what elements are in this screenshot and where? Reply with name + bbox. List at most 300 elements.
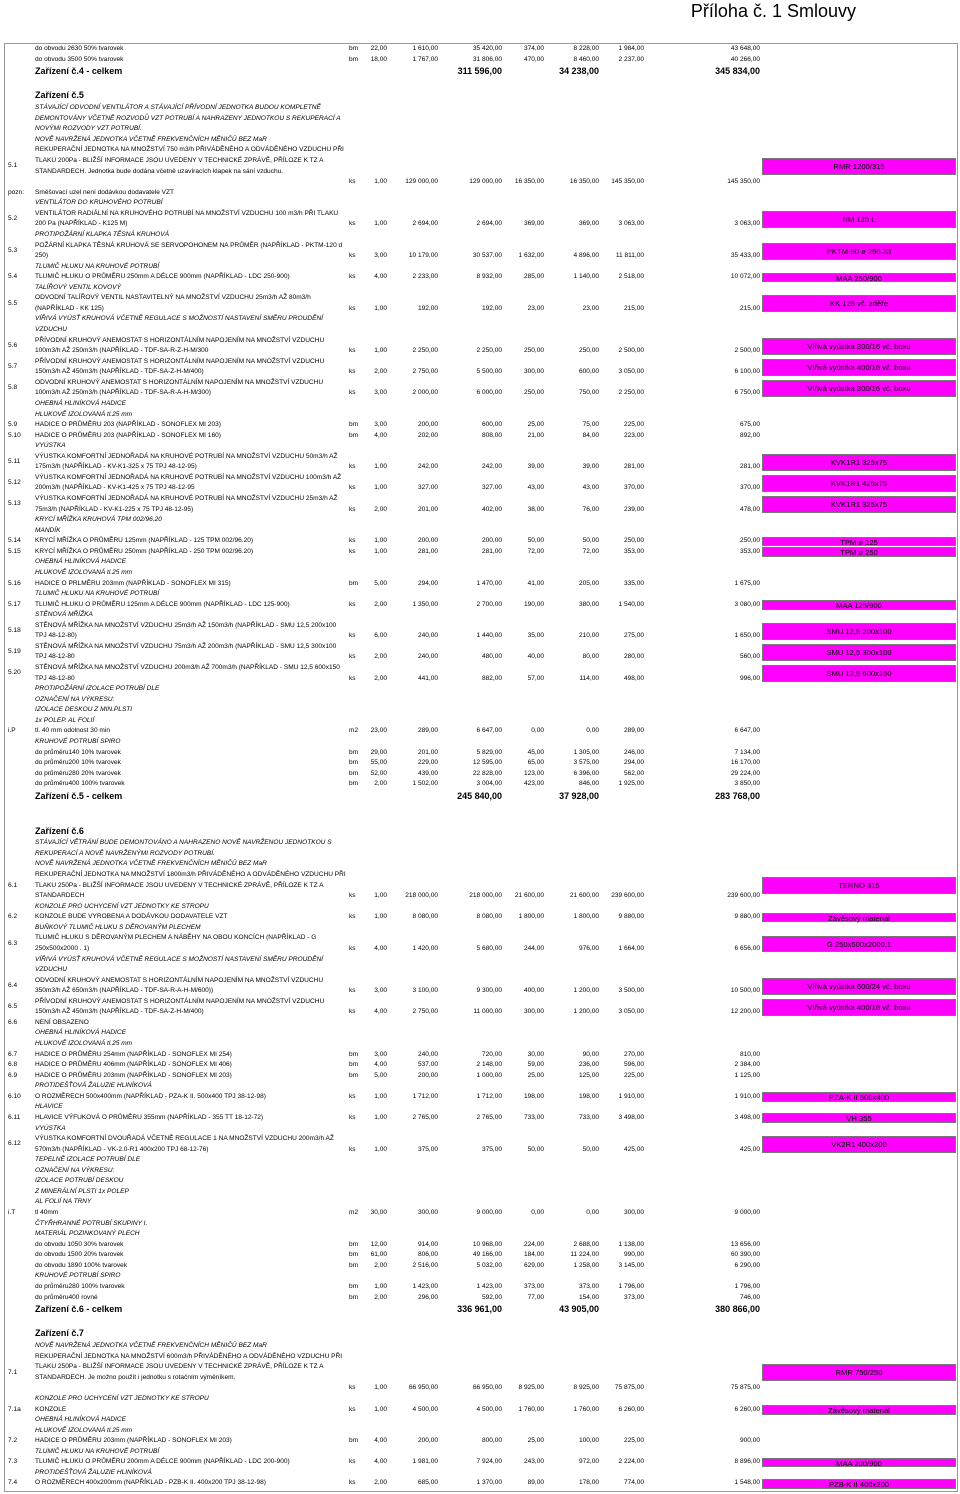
cell-p3: 2 250,00: [618, 389, 644, 397]
cell-p3: 373,00: [623, 1293, 644, 1301]
cell-q: 2,00: [374, 674, 387, 682]
cell-d: TLUMIČ HLUKU NA KRUHOVÉ POTRUBÍ: [35, 262, 160, 270]
cell-tot: 250,00: [739, 537, 760, 545]
cell-t1: 9 300,00: [476, 987, 502, 995]
cell-d: OHEBNÁ HLINÍKOVÁ HADICE: [35, 1416, 126, 1424]
cell-n: 6.9: [8, 1071, 18, 1079]
cell-t1: 12 595,00: [472, 759, 502, 767]
cell-t1: 2 148,00: [476, 1061, 502, 1069]
cell-t1: 192,00: [481, 304, 502, 312]
cell-d: O ROZMĚRECH 500x400mm (NAPŘÍKLAD - PZA-K II. 500x400 TPJ 38-12-98): [35, 1092, 266, 1100]
component-code-tag: VH 355: [762, 1113, 956, 1123]
table-row: [0, 579, 960, 590]
cell-tot: 353,00: [739, 547, 760, 555]
cell-n: 7.4: [8, 1479, 18, 1487]
component-code-tag: KVK1R1 325x75: [762, 454, 956, 471]
cell-q: 55,00: [370, 759, 387, 767]
cell-d: do obvodu 1500 20% tvarovek: [35, 1251, 124, 1259]
cell-p2: 41,00: [527, 579, 544, 587]
table-row-label: [0, 1415, 960, 1426]
cell-t2: 8 460,00: [573, 55, 599, 63]
cell-t2: 750,00: [578, 389, 599, 397]
cell-t1: 1 000,00: [476, 1071, 502, 1079]
cell-q: 3,00: [374, 252, 387, 260]
cell-d: HLAVICE: [35, 1103, 63, 1111]
cell-n: 7.1: [8, 1368, 18, 1376]
cell-t2: 236,00: [578, 1061, 599, 1069]
table-row-label: [0, 1155, 960, 1166]
cell-p2: 45,00: [527, 748, 544, 756]
cell-u: ks: [349, 892, 356, 900]
cell-tot: 8 896,00: [734, 1458, 760, 1466]
cell-p2: 0,00: [531, 1209, 544, 1217]
cell-p1: 229,00: [417, 759, 438, 767]
cell-q: 3,00: [374, 1050, 387, 1058]
table-row-label: [0, 589, 960, 600]
cell-d: NOVĚ NAVRŽENÁ JEDNOTKA VČETNĚ FREKVENČNÍCH MĚNIČŮ BEZ MaR: [35, 860, 267, 868]
cell-u: ks: [349, 653, 356, 661]
cell-p2: 16 350,00: [514, 178, 544, 186]
component-code-tag: TPM ø 125: [762, 537, 956, 547]
cell-tot: 281,00: [739, 463, 760, 471]
cell-p3: 2 224,00: [618, 1458, 644, 1466]
table-row-label: [0, 1229, 960, 1240]
cell-q: 2,00: [374, 1261, 387, 1269]
cell-p3: 281,00: [623, 463, 644, 471]
table-row: [0, 779, 960, 790]
cell-n: 5.7: [8, 362, 18, 370]
cell-t1: 402,00: [481, 505, 502, 513]
cell-t2: 21 600,00: [569, 892, 599, 900]
cell-t2: 198,00: [578, 1092, 599, 1100]
cell-d: Zařízení č.5: [35, 90, 84, 101]
table-row-label: [0, 1166, 960, 1177]
cell-q: 5,00: [374, 1071, 387, 1079]
table-row-label: [0, 1468, 960, 1479]
cell-t2: 100,00: [578, 1437, 599, 1445]
cell-d: Zařízení č.5 - celkem: [35, 790, 123, 801]
cell-p2: 190,00: [523, 600, 544, 608]
table-row: [0, 494, 960, 515]
table-row-label: [0, 1197, 960, 1208]
cell-p1: 200,00: [417, 1437, 438, 1445]
cell-tot: 215,00: [739, 304, 760, 312]
cell-u: ks: [349, 505, 356, 513]
cell-u: ks: [349, 252, 356, 260]
cell-u: ks: [349, 913, 356, 921]
cell-tot: 1 548,00: [734, 1479, 760, 1487]
cell-d: MATERIÁL POZINKOVANÝ PLECH: [35, 1230, 140, 1238]
cell-t1: 49 166,00: [472, 1251, 502, 1259]
cell-tot: 43 648,00: [730, 45, 760, 52]
cell-d: PŘÍVODNÍ KRUHOVÝ ANEMOSTAT S HORIZONTÁLNÍM NAPOJENÍM NA MNOŽSTVÍ VZDUCHU 150m3/h AŽ 450m3/h (NAPŘÍKLAD - TDF-SA-Z-H-M/400): [35, 357, 325, 376]
cell-t2: 34 238,00: [559, 66, 599, 77]
cell-t2: 210,00: [578, 632, 599, 640]
table-row-label: [0, 526, 960, 537]
cell-tot: 478,00: [739, 505, 760, 513]
cell-d: TLUMIČ HLUKU O PRŮMĚRU 125mm A DÉLCE 900mm (NAPŘÍKLAD - LDC 125-900): [35, 600, 290, 608]
cell-d: VENTILÁTOR RADIÁLNÍ NA KRUHOVÉHO POTRUBÍ NA MNOŽSTVÍ VZDUCHU 100 m3/h PŘI TLAKU 200 Pa (NAPŘÍKLAD - K125 M): [35, 209, 339, 228]
cell-d: Zařízení č.4 - celkem: [35, 66, 123, 77]
cell-t2: 90,00: [582, 1050, 599, 1058]
cell-u: bm: [349, 1251, 359, 1259]
cell-n: 6.1: [8, 881, 18, 889]
cell-t2: 369,00: [578, 220, 599, 228]
cell-d: TLUMIČ HLUKU NA KRUHOVÉ POTRUBÍ: [35, 1447, 160, 1455]
cell-p3: 1 910,00: [618, 1092, 644, 1100]
cell-d: do obvodu 1050 30% tvarovek: [35, 1240, 124, 1248]
cell-t1: 336 961,00: [457, 1304, 502, 1315]
cell-p3: 289,00: [623, 727, 644, 735]
cell-p1: 439,00: [417, 769, 438, 777]
cell-q: 1,00: [374, 537, 387, 545]
cell-d: OHEBNÁ HLINÍKOVÁ HADICE: [35, 399, 126, 407]
cell-q: 2,00: [374, 368, 387, 376]
component-code-tag: KVK1R1 425x75: [762, 475, 956, 492]
cell-q: 1,00: [374, 1384, 387, 1392]
cell-u: ks: [349, 347, 356, 355]
table-row: [0, 55, 960, 66]
cell-d: HADICE O PRŮMĚRU 406mm (NAPŘÍKLAD - SONOFLEX MI 406): [35, 1061, 232, 1069]
cell-t1: 327,00: [481, 484, 502, 492]
cell-n: pozn:: [8, 188, 25, 196]
cell-n: 6.5: [8, 1003, 18, 1011]
cell-t1: 22 828,00: [472, 769, 502, 777]
cell-q: 2,00: [374, 653, 387, 661]
cell-d: O ROZMĚRECH 400x200mm (NAPŘÍKLAD - PZB-K II. 400x200 TPJ 38-12-98): [35, 1479, 266, 1487]
cell-q: 1,00: [374, 892, 387, 900]
cell-n: 5.14: [8, 537, 21, 545]
cell-p1: 289,00: [417, 727, 438, 735]
cell-p2: 198,00: [523, 1092, 544, 1100]
table-row-label: [0, 705, 960, 716]
cell-u: ks: [349, 1479, 356, 1487]
component-code-tag: Závěsový materiál: [762, 1405, 956, 1415]
cell-p2: 369,00: [523, 220, 544, 228]
cell-d: do průměru400 100% tvarovek: [35, 780, 125, 788]
cell-tot: 6 100,00: [734, 368, 760, 376]
table-row: [0, 642, 960, 663]
cell-t2: 4 896,00: [573, 252, 599, 260]
cell-d: PŘÍVODNÍ KRUHOVÝ ANEMOSTAT S HORIZONTÁLNÍM NAPOJENÍM NA MNOŽSTVÍ VZDUCHU 150m3/h AŽ 450m3/h (NAPŘÍKLAD - TDF-SA-Z-H-M/400): [35, 997, 325, 1016]
table-row-label: [0, 1219, 960, 1230]
cell-p3: 250,00: [623, 537, 644, 545]
cell-d: do průměru200 10% tvarovek: [35, 759, 121, 767]
component-code-tag: PZB-K II 400x200: [762, 1479, 956, 1489]
cell-n: 5.1: [8, 162, 18, 170]
cell-p3: 596,00: [623, 1061, 644, 1069]
section-heading: [0, 1327, 960, 1341]
cell-u: ks: [349, 304, 356, 312]
cell-q: 1,00: [374, 1405, 387, 1413]
cell-p1: 2 516,00: [412, 1261, 438, 1269]
cell-d: HLAVICE VÝFUKOVÁ O PRŮMĚRU 355mm (NAPŘÍKLAD - 355 TT 18-12-72): [35, 1113, 264, 1121]
cell-p3: 2 518,00: [618, 273, 644, 281]
cell-p1: 240,00: [417, 1050, 438, 1058]
cell-q: 6,00: [374, 632, 387, 640]
component-code-tag: MAA 250/900: [762, 273, 956, 283]
cell-p3: 3 063,00: [618, 220, 644, 228]
cell-tot: 892,00: [739, 431, 760, 439]
cell-tot: 996,00: [739, 674, 760, 682]
table-row: [0, 536, 960, 547]
cell-q: 1,00: [374, 347, 387, 355]
cell-d: HLUKOVĚ IZOLOVANÁ tl.25 mm: [35, 410, 133, 418]
component-code-tag: Vířivá vyústka 600/24 vč. boxu: [762, 978, 956, 995]
cell-t2: 0,00: [586, 1209, 599, 1217]
cell-tot: 810,00: [739, 1050, 760, 1058]
table-row-label: [0, 955, 960, 976]
cell-p2: 57,00: [527, 674, 544, 682]
component-code-tag: MAA 200/900: [762, 1458, 956, 1468]
cell-t1: 800,00: [481, 1437, 502, 1445]
cell-p3: 353,00: [623, 547, 644, 555]
table-row: [0, 145, 960, 187]
cell-t1: 200,00: [481, 537, 502, 545]
component-code-tag: RMR 1200/315: [762, 158, 956, 175]
cell-d: KRUHOVÉ POTRUBÍ SPIRO: [35, 737, 121, 745]
table-row: [0, 1282, 960, 1293]
cell-p2: 21 600,00: [514, 892, 544, 900]
cell-t1: 1 470,00: [476, 579, 502, 587]
cell-p1: 218 000,00: [405, 892, 438, 900]
cell-p2: 25,00: [527, 1437, 544, 1445]
cell-t1: 8 080,00: [476, 913, 502, 921]
cell-d: TALÍŘOVÝ VENTIL KOVOVÝ: [35, 283, 121, 291]
cell-p2: 629,00: [523, 1261, 544, 1269]
table-row-label: [0, 1341, 960, 1352]
cell-p3: 225,00: [623, 421, 644, 429]
cell-p1: 327,00: [417, 484, 438, 492]
cell-d: Směšovací uzel není dodávkou dodavatele VZT: [35, 188, 175, 196]
component-code-tag: TPM ø 250: [762, 547, 956, 557]
cell-d: Zařízení č.6: [35, 825, 84, 836]
cell-p1: 1 350,00: [412, 600, 438, 608]
cell-d: OHEBNÁ HLINÍKOVÁ HADICE: [35, 1029, 126, 1037]
cell-d: Zařízení č.7: [35, 1328, 84, 1339]
cell-q: 2,00: [374, 780, 387, 788]
cell-t1: 592,00: [481, 1293, 502, 1301]
cell-p2: 374,00: [523, 45, 544, 52]
cell-d: IZOLACE DESKOU Z MIN.PLSTI: [35, 706, 133, 714]
cell-u: bm: [349, 1282, 359, 1290]
cell-u: ks: [349, 484, 356, 492]
cell-d: PROTIDEŠŤOVÁ ŽALUZIE HLINÍKOVÁ: [35, 1082, 152, 1090]
cell-tot: 6 260,00: [734, 1405, 760, 1413]
cell-q: 4,00: [374, 431, 387, 439]
cell-p2: 285,00: [523, 273, 544, 281]
table-row-label: [0, 79, 960, 90]
cell-p2: 123,00: [523, 769, 544, 777]
component-code-tag: Vířivá vyústka 300/16 vč. boxu: [762, 338, 956, 355]
cell-p2: 43,00: [527, 484, 544, 492]
cell-p1: 2 694,00: [412, 220, 438, 228]
cell-n: 5.3: [8, 246, 18, 254]
table-row: [0, 1250, 960, 1261]
cell-t1: 31 806,00: [472, 55, 502, 63]
cell-p3: 275,00: [623, 632, 644, 640]
cell-n: 6.3: [8, 939, 18, 947]
cell-d: KONZOLE PRO UCHYCENÍ VZT JEDNOTKY KE STROPU: [35, 1394, 209, 1402]
cell-tot: 283 768,00: [715, 790, 760, 801]
cell-d: TLUMIČ HLUKU S DĚROVANÝM PLECHEM A NÁBĚHY NA OBOU KONCÍCH (NAPŘÍKLAD - G 250x500x2000 . 1): [35, 934, 317, 952]
table-row: [0, 1071, 960, 1082]
table-row-label: [0, 716, 960, 727]
cell-p2: 400,00: [523, 987, 544, 995]
cell-q: 4,00: [374, 1458, 387, 1466]
cell-t2: 43 905,00: [559, 1304, 599, 1315]
cell-p2: 35,00: [527, 632, 544, 640]
cell-t1: 1 370,00: [476, 1479, 502, 1487]
cell-d: STĚNOVÁ MŘÍŽKA NA MNOŽSTVÍ VZDUCHU 75m3/h AŽ 200m3/h (NAPŘÍKLAD - SMU 12,5 300x100 TPJ 48-12-80: [35, 642, 337, 661]
cell-t2: 37 928,00: [559, 790, 599, 801]
cell-t1: 6 000,00: [476, 389, 502, 397]
cell-u: ks: [349, 220, 356, 228]
table-row: [0, 1352, 960, 1394]
cell-n: 6.8: [8, 1061, 18, 1069]
cell-d: NOVĚ NAVRŽENÁ JEDNOTKA VČETNĚ FREKVENČNÍCH MĚNIČŮ BEZ MaR: [35, 135, 267, 143]
cell-d: do průměru400 rovné: [35, 1293, 98, 1301]
cell-d: VÝUSTKA KOMFORTNÍ JEDNOŘADÁ NA KRUHOVÉ POTRUBÍ NA MNOŽSTVÍ VZDUCHU 100m3/h AŽ 200m3/h (NAPŘÍKLAD - KV-K1-425 x 75 TPJ 48-12-95: [35, 473, 342, 492]
table-row: [0, 600, 960, 611]
table-row-label: [0, 902, 960, 913]
table-row: [0, 1060, 960, 1071]
cell-d: STĚNOVÁ MŘÍŽKA NA MNOŽSTVÍ VZDUCHU 200m3/h AŽ 700m3/h (NAPŘÍKLAD - SMU 12,5 600x150 TPJ 48-12-80: [35, 664, 340, 682]
cell-u: bm: [349, 431, 359, 439]
cell-p1: 201,00: [417, 748, 438, 756]
cell-d: do obvodu 1890 100% tvarovek: [35, 1261, 128, 1269]
cell-p3: 2 500,00: [618, 347, 644, 355]
cell-q: 1,00: [374, 913, 387, 921]
cell-p1: 537,00: [417, 1061, 438, 1069]
cell-p2: 1 632,00: [518, 252, 544, 260]
cell-t2: 733,00: [578, 1113, 599, 1121]
cell-p1: 201,00: [417, 505, 438, 513]
table-row-label: [0, 103, 960, 135]
table-row-label: [0, 1394, 960, 1405]
cell-u: bm: [349, 1261, 359, 1269]
cell-tot: 60 390,00: [730, 1251, 760, 1259]
cell-u: bm: [349, 421, 359, 429]
cell-t2: 178,00: [578, 1479, 599, 1487]
cell-t1: 2 250,00: [476, 347, 502, 355]
cell-p2: 300,00: [523, 368, 544, 376]
cell-u: ks: [349, 1092, 356, 1100]
cell-u: m2: [349, 1209, 359, 1217]
cell-t1: 2 694,00: [476, 220, 502, 228]
cell-d: PROTIPOŽÁRNÍ IZOLACE POTRUBÍ DLE: [35, 685, 160, 693]
table-row-label: [0, 441, 960, 452]
cell-u: ks: [349, 1008, 356, 1016]
cell-d: do průměru140 10% tvarovek: [35, 748, 121, 756]
table-row-label: [0, 1426, 960, 1437]
cell-p1: 66 950,00: [408, 1384, 438, 1392]
cell-u: ks: [349, 632, 356, 640]
cell-t1: 35 420,00: [472, 45, 502, 52]
cell-p1: 192,00: [417, 304, 438, 312]
cell-q: 1,00: [374, 484, 387, 492]
cell-p1: 1 423,00: [412, 1282, 438, 1290]
cell-d: TEPELNĚ IZOLACE POTRUBÍ DLE: [35, 1156, 141, 1164]
component-code-tag: Vířivá vyústka 400/16 vč. boxu: [762, 359, 956, 376]
table-row-label: [0, 803, 960, 824]
cell-tot: 145 350,00: [727, 178, 760, 186]
cell-t2: 976,00: [578, 944, 599, 952]
cell-p3: 3 050,00: [618, 368, 644, 376]
cell-p3: 239,00: [623, 505, 644, 513]
cell-n: 6.12: [8, 1140, 21, 1148]
cell-p3: 1 984,00: [618, 45, 644, 52]
cell-n: i.P: [8, 727, 16, 735]
cell-tot: 239 600,00: [727, 892, 760, 900]
cell-n: 5.6: [8, 341, 18, 349]
cell-t2: 250,00: [578, 347, 599, 355]
table-row: [0, 420, 960, 431]
cell-q: 4,00: [374, 1061, 387, 1069]
cell-d: STĚNOVÁ MŘÍŽKA: [35, 611, 93, 619]
cell-q: 5,00: [374, 579, 387, 587]
cell-d: Zařízení č.6 - celkem: [35, 1304, 123, 1315]
cell-p3: 3 145,00: [618, 1261, 644, 1269]
cell-q: 12,00: [370, 1240, 387, 1248]
cell-p1: 2 233,00: [412, 273, 438, 281]
cell-u: ks: [349, 389, 356, 397]
table-row-label: [0, 684, 960, 695]
section-total-row: [0, 65, 960, 79]
cell-d: do průměru280 20% tvarovek: [35, 769, 121, 777]
cell-u: ks: [349, 178, 356, 186]
cell-d: VÍŘIVÁ VYÚSŤ KRUHOVÁ VČETNĚ REGULACE S MOŽNOSTÍ NASTAVENÍ SMĚRU PROUDĚNÍ VZDUCHU: [35, 955, 323, 974]
cell-p1: 1 502,00: [412, 780, 438, 788]
cell-t2: 84,00: [582, 431, 599, 439]
cell-q: 29,00: [370, 748, 387, 756]
component-code-tag: TERNO 315: [762, 877, 956, 894]
table-row-label: [0, 923, 960, 934]
cell-t1: 30 537,00: [472, 252, 502, 260]
cell-p1: 2 750,00: [412, 368, 438, 376]
cell-t2: 380,00: [578, 600, 599, 608]
cell-t2: 154,00: [578, 1293, 599, 1301]
cell-t1: 3 004,00: [476, 780, 502, 788]
table-row: [0, 1092, 960, 1103]
cell-d: IZOLACE POTRUBÍ DESKOU: [35, 1177, 124, 1185]
cell-t2: 1 760,00: [573, 1405, 599, 1413]
table-row: [0, 758, 960, 769]
cell-t1: 5 032,00: [476, 1261, 502, 1269]
cell-p1: 1 610,00: [412, 45, 438, 52]
cell-p1: 294,00: [417, 579, 438, 587]
cell-u: bm: [349, 1293, 359, 1301]
table-row: [0, 1113, 960, 1124]
cell-p2: 373,00: [523, 1282, 544, 1290]
cell-d: Z MINERÁLNÍ PLSTI 1x POLEP: [35, 1187, 129, 1195]
cell-p1: 200,00: [417, 1071, 438, 1079]
cell-p1: 806,00: [417, 1251, 438, 1259]
cell-q: 52,00: [370, 769, 387, 777]
cell-p1: 2 750,00: [412, 1008, 438, 1016]
table-row-label: [0, 1176, 960, 1187]
cell-t2: 3 575,00: [573, 759, 599, 767]
cell-p2: 423,00: [523, 780, 544, 788]
cell-u: ks: [349, 674, 356, 682]
cell-d: HLUKOVĚ IZOLOVANÁ tl.25 mm: [35, 1040, 133, 1048]
cell-tot: 9 880,00: [734, 913, 760, 921]
cell-n: 5.8: [8, 384, 18, 392]
section-heading: [0, 825, 960, 839]
cell-p3: 270,00: [623, 1050, 644, 1058]
cell-t1: 129 000,00: [469, 178, 502, 186]
cell-tot: 1 910,00: [734, 1092, 760, 1100]
